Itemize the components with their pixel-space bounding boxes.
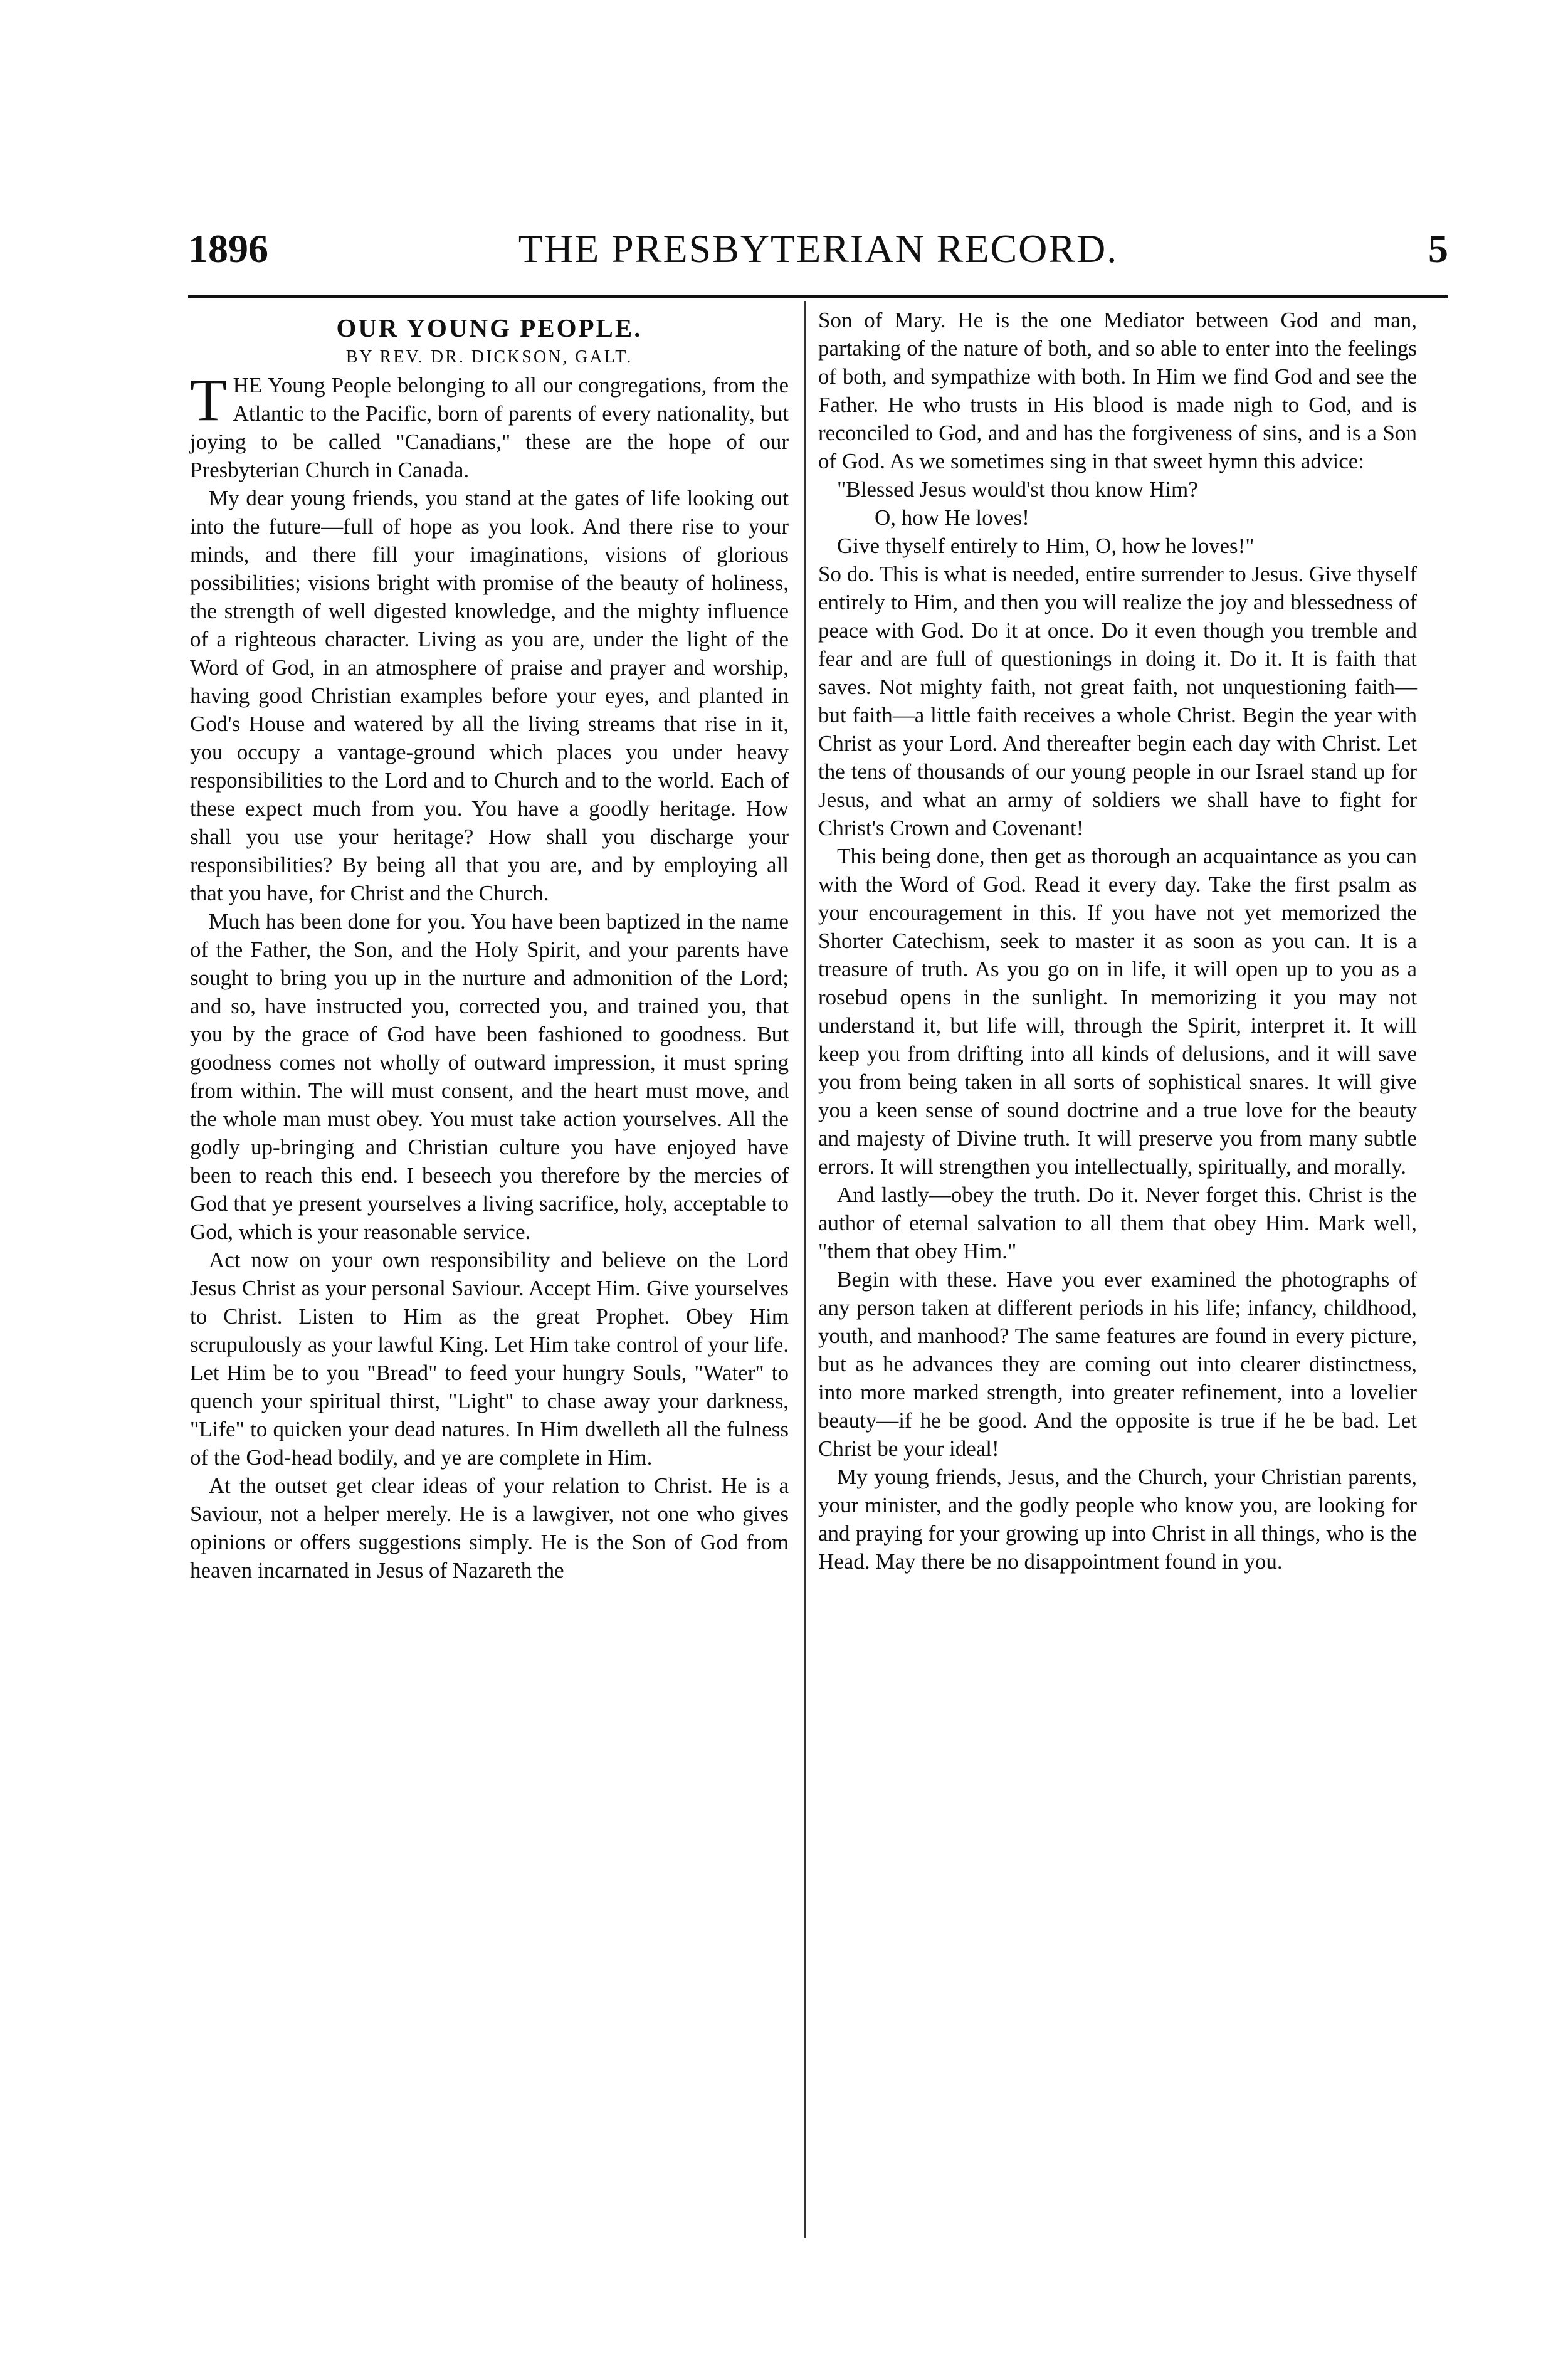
paragraph: Much has been done for you. You have been baptized in the name of the Father, the Son, and the Holy Spirit, and your parents have sought to bring you up in the nurture and admonition of the Lord; and so, have instructed you, corrected you, and trained you, that you by the grace of God have been fashioned to goodness. But goodness comes not wholly of outward impression, it must spring from within. The will must consent, and the heart must move, and the whole man must obey. You must take action yourselves. All the godly up-bringing and Christian culture you have enjoyed have been to reach this end. I beseech you therefore by the mercies of God that ye present yourselves a living sacrifice, holy, acceptable to God, which is your reasonable service. bbox=[190, 909, 789, 1244]
paragraph: THE Young People belonging to all our congregations, from the Atlantic to the Pacific, born of parents of every nationality, but joying to be called "Canadians," these are the hope of our Presbyterian Church in Canada. bbox=[190, 366, 789, 482]
paragraph: Act now on your own responsibility and believe on the Lord Jesus Christ as your personal Saviour. Accept Him. Give yourselves to Christ. Listen to Him as the great Prophet. Obey Him scrupulously as your lawful King. Let Him take control of your life. Let Him be to you "Bread" to feed your hungry Souls, "Water" to quench your spiritual thirst, "Light" to chase away your darkness, "Life" to quicken your dead natures. In Him dwelleth all the fulness of the God-head bodily, and ye are complete in Him. bbox=[190, 1248, 789, 1470]
paragraph: So do. This is what is needed, entire surrender to Jesus. Give thyself entirely to Him, and then you will realize the joy and blessedness of peace with God. Do it at once. Do it even though you tremble and fear and are full of questionings in doing it. Do it. It is faith that saves. Not mighty faith, not great faith, not unquestioning faith—but faith—a little faith receives a whole Christ. Begin the year with Christ as your Lord. And thereafter begin each day with Christ. Let the tens of thousands of our young people in our Israel stand up for Jesus, and what an army of soldiers we shall have to fight for Christ's Crown and Covenant! bbox=[818, 562, 1417, 840]
header-rule bbox=[188, 295, 1448, 298]
hymn-line: Give thyself entirely to Him, O, how he loves!" bbox=[837, 534, 1255, 558]
article-byline: BY REV. DR. DICKSON, GALT. bbox=[345, 347, 633, 367]
paragraph: Son of Mary. He is the one Mediator between God and man, partaking of the nature of both, and so able to enter into the feelings of both, and sympathize with both. In Him we find God and see the Father. He who trusts in His blood is made nigh to God, and is reconciled to God, and and has the forgiveness of sins, and is a Son of God. As we sometimes sing in that sweet hymn this advice: bbox=[818, 308, 1417, 473]
page-number: 5 bbox=[1428, 226, 1448, 271]
paragraph: This being done, then get as thorough an acquaintance as you can with the Word of God. Read it every day. Take the first psalm as your encouragement in this. If you have not yet memorized the Shorter Catechism, seek to master it as soon as you can. It is a treasure of truth. As you go on in life, it will open up to you as a rosebud opens in the sunlight. In memorizing it you may not understand it, but life will, through the Spirit, interpret it. It will keep you from drifting into all kinds of delusions, and it will save you from being taken in all sorts of sophistical snares. It will give you a keen sense of sound doctrine and a true love for the beauty and majesty of Divine truth. It will preserve you from many subtle errors. It will strengthen you intellectually, spiritually, and morally. bbox=[818, 844, 1417, 1179]
left-column bbox=[190, 306, 789, 1584]
article-title: OUR YOUNG PEOPLE. bbox=[336, 313, 643, 342]
header-year: 1896 bbox=[188, 226, 268, 271]
paragraph: Begin with these. Have you ever examined the photographs of any person taken at different periods in his life; infancy, childhood, youth, and manhood? The same features are found in every picture, but as he advances they are coming out into clearer distinctness, into more marked strength, into greater refinement, into a lovelier beauty—if he be good. And the opposite is true if he be bad. Let Christ be your ideal! bbox=[818, 1267, 1417, 1461]
hymn-line: O, how He loves! bbox=[875, 505, 1029, 530]
drop-cap: T bbox=[190, 366, 227, 433]
paragraph: And lastly—obey the truth. Do it. Never forget this. Christ is the author of eternal salvation to all them that obey Him. Mark well, "them that obey Him." bbox=[818, 1183, 1417, 1263]
paragraph: My dear young friends, you stand at the gates of life looking out into the future—full of hope as you look. And there rise to your minds, and there fill your imaginations, visions of glorious possibilities; visions bright with promise of the beauty of holiness, the strength of well digested knowledge, and the mighty influence of a righteous character. Living as you are, under the light of the Word of God, in an atmosphere of praise and prayer and worship, having good Christian examples before your eyes, and planted in God's House and watered by all the living streams that rise in it, you occupy a vantage-ground which places you under heavy responsibilities to the Lord and to Church and to the world. Each of these expect much from you. You have a goodly heritage. How shall you use your heritage? How shall you discharge your responsibilities? By being all that you are, and by employing all that you have, for Christ and the Church. bbox=[190, 486, 789, 905]
running-header bbox=[188, 226, 1448, 282]
hymn-line: "Blessed Jesus would'st thou know Him? bbox=[837, 477, 1198, 502]
right-column bbox=[818, 306, 1417, 1576]
paragraph: My young friends, Jesus, and the Church, your Christian parents, your minister, and the godly people who know you, are looking for and praying for your growing up into Christ in all things, who is the Head. May there be no disappointment found in you. bbox=[818, 1465, 1417, 1574]
paragraph: At the outset get clear ideas of your relation to Christ. He is a Saviour, not a helper merely. He is a lawgiver, not one who gives opinions or offers suggestions simply. He is the Son of God from heaven incarnated in Jesus of Nazareth the bbox=[190, 1473, 789, 1583]
column-divider bbox=[804, 301, 806, 2238]
journal-title: THE PRESBYTERIAN RECORD. bbox=[518, 226, 1118, 271]
